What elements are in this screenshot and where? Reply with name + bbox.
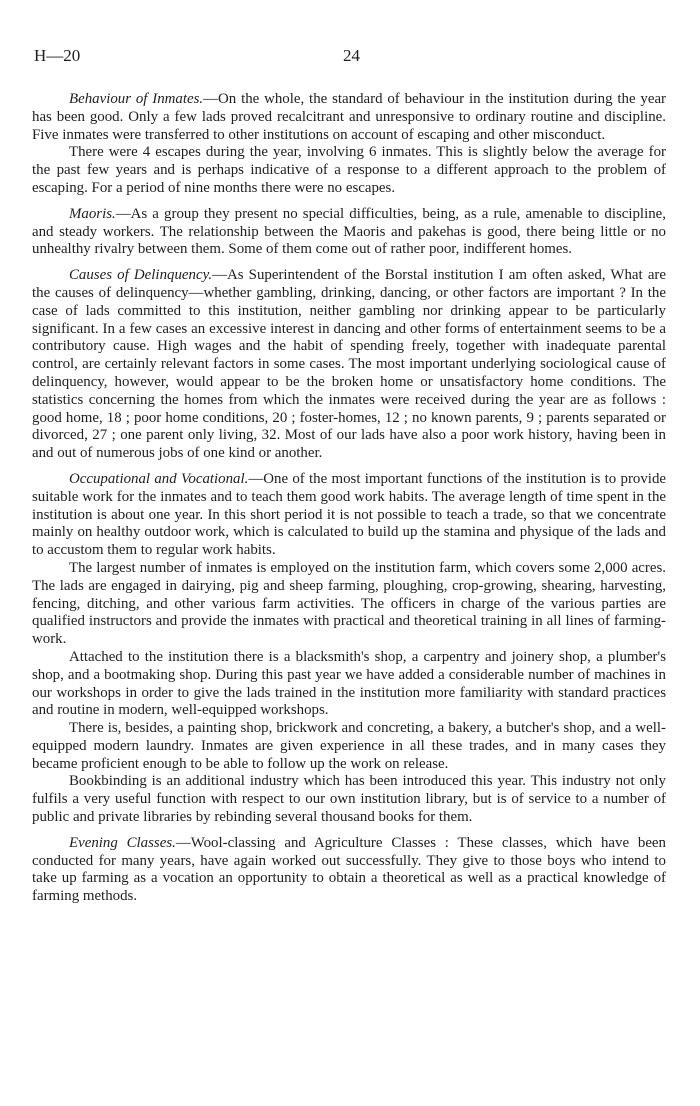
paragraph bbox=[32, 91, 666, 144]
page-number: 24 bbox=[343, 46, 360, 65]
section-heading-maoris: Maoris. bbox=[69, 205, 116, 222]
document-reference: H—20 bbox=[34, 46, 81, 65]
paragraph-text: —On the whole, the standard of behaviour in the institution during the year has been good. Only a few lads proved recalcitrant and unresponsive to ordinary routine and discipline. Five inmates were transferred to other institutions on account of escaping and other misconduct. bbox=[32, 91, 667, 143]
section-heading-occupational: Occupational and Vocational. bbox=[69, 470, 249, 487]
page-header bbox=[34, 46, 664, 70]
paragraph: The largest number of inmates is employed on the institution farm, which covers some 2,000 acres. The lads are engaged in dairying, pig and sheep farming, ploughing, crop-growing, shearing, harvesting, fencing, ditching, and other various farm activities. The officers in charge of the various parties are qualified instructors and provide the inmates with practical and theoretical training in all lines of farming-work. bbox=[32, 559, 666, 648]
page-body bbox=[32, 91, 666, 906]
paragraph: Attached to the institution there is a blacksmith's shop, a carpentry and joinery shop, a plumber's shop, and a bootmaking shop. During this past year we have added a considerable number of machines in our workshops in order to give the lads trained in the institution more familiarity with standard practices and routine in modern, well-equipped workshops. bbox=[32, 648, 666, 719]
section-heading-evening-classes: Evening Classes. bbox=[69, 834, 176, 851]
paragraph: Bookbinding is an additional industry which has been introduced this year. This industry not only fulfils a very useful function with respect to our own institution library, but is of service to a number of public and private libraries by rebinding several thousand books for them. bbox=[32, 773, 666, 826]
paragraph-text: —Wool-classing and Agriculture Classes : These classes, which have been conducted for many years, have again worked out successfully. They give to those boys who intend to take up farming as a vocation an opportunity to obtain a theoretical as well as a practical knowledge of farming methods. bbox=[32, 834, 666, 905]
paragraph: There were 4 escapes during the year, involving 6 inmates. This is slightly below the average for the past few years and is perhaps indicative of a response to a different approach to the problem of escaping. For a period of nine months there were no escapes. bbox=[32, 144, 666, 196]
paragraph-text: —One of the most important functions of the institution is to provide suitable work for the inmates and to teach them good work habits. The average length of time spent in the institution is about one year. In this short period it is not possible to teach a trade, so that we concentrate mainly on healthy outdoor work, which is calculated to build up the stamina and physique of the lads and to accustom them to regular work habits. bbox=[32, 470, 666, 559]
paragraph-text: —As a group they present no special difficulties, being, as a rule, amenable to discipline, and steady workers. The relationship between the Maoris and pakehas is good, there being little or no unhealthy rivalry between them. Some of them come out of rather poor, indifferent homes. bbox=[32, 205, 666, 258]
paragraph bbox=[32, 471, 666, 560]
paragraph bbox=[32, 267, 666, 463]
paragraph-text: —As Superintendent of the Borstal institution I am often asked, What are the causes of delinquency—whether gambling, drinking, dancing, or other factors are important ? In the case of lads committed to this institution, neither gambling nor drinking appear to be particularly significant. In a few cases an excessive interest in dancing and other forms of entertainment seems to be a contributory cause. High wages and the habit of spending freely, together with inadequate parental control, are certainly relevant factors in some cases. The most important underlying sociological cause of delinquency, however, would appear to be the broken home or unsatisfactory home conditions. The statistics concerning the homes from which the inmates were received during the year are as follows : good home, 18 ; poor home conditions, 20 ; foster-homes, 12 ; no known parents, 9 ; parents separated or divorced, 27 ; one parent only living, 32. Most of our lads have also a poor work history, having been in and out of numerous jobs of one kind or another. bbox=[32, 267, 666, 462]
section-heading-behaviour: Behaviour of Inmates. bbox=[69, 91, 204, 107]
paragraph bbox=[32, 206, 666, 259]
section-heading-causes: Causes of Delinquency. bbox=[69, 267, 213, 284]
paragraph: There is, besides, a painting shop, brickwork and concreting, a bakery, a butcher's shop, and a well-equipped modern laundry. Inmates are given experience in all these trades, and in many cases they became proficient enough to be able to follow up the work on release. bbox=[32, 720, 666, 772]
paragraph bbox=[32, 835, 666, 906]
